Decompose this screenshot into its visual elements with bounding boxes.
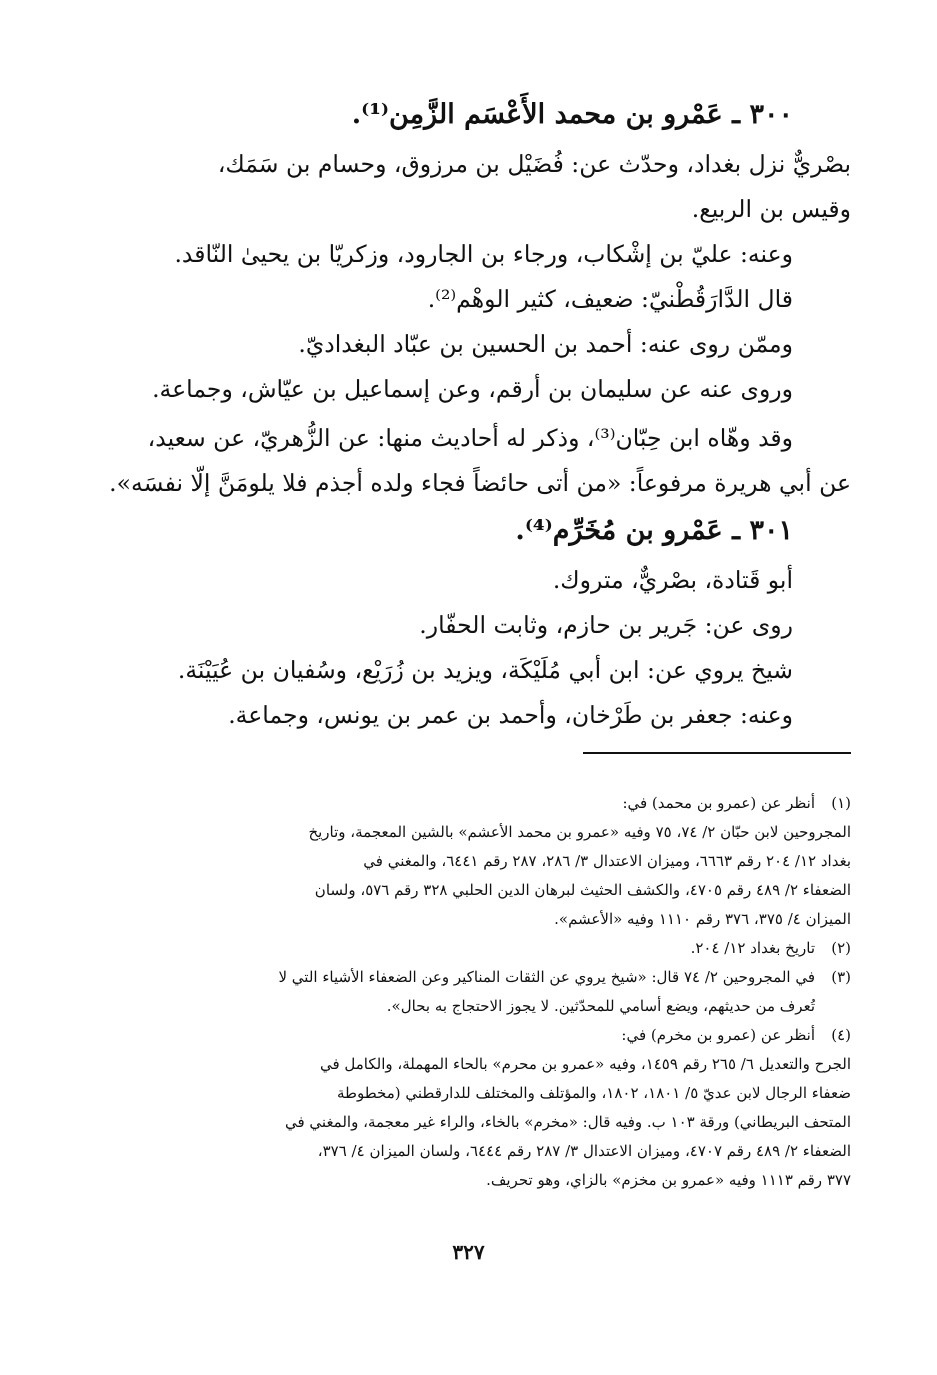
- footnote-body: [139, 818, 851, 934]
- text-line: وعنه: عليّ بن إشْكاب، ورجاء بن الجارود، وزكريّا بن يحيىٰ النّاقد.: [174, 240, 793, 268]
- footnote-head: أنظر عن (عمرو بن مخرم) في:: [621, 1026, 815, 1044]
- footnotes: [139, 789, 851, 1195]
- page-number: ٣٢٧: [452, 1240, 485, 1264]
- footnote-head: في المجروحين ٢/ ٧٤ قال: «شيخ يروي عن الثقات المناكير وعن الضعفاء الأشياء التي لا: [278, 968, 815, 986]
- footnote-divider: [583, 752, 851, 754]
- footnote-head: أنظر عن (عمرو بن محمد) في:: [622, 794, 815, 812]
- footnote-head: تاريخ بغداد ١٢/ ٢٠٤.: [690, 939, 815, 957]
- text-line: وقيس بن الربيع.: [691, 195, 851, 223]
- text-line: وقد وهّاه ابن حِبّان⁽³⁾، وذكر له أحاديث منها: عن الزُّهريّ، عن سعيد،: [147, 424, 793, 452]
- text-line: روى عن: جَرير بن حازم، وثابت الحفّار.: [419, 611, 793, 639]
- footnote-line: الضعفاء ٢/ ٤٨٩ رقم ٤٧٠٧، وميزان الاعتدال ٣/ ٢٨٧ رقم ٦٤٤٤، ولسان الميزان ٤/ ٣٧٦،: [317, 1142, 851, 1160]
- footnote-line: الجرح والتعديل ٦/ ٢٦٥ رقم ١٤٥٩، وفيه «عمرو بن محرم» بالحاء المهملة، والكامل في: [319, 1055, 851, 1073]
- footnote-line: الضعفاء ٢/ ٤٨٩ رقم ٤٧٠٥، والكشف الحثيث لبرهان الدين الحلبي ٣٢٨ رقم ٥٧٦، ولسان: [314, 881, 851, 899]
- text-line: شيخ يروي عن: ابن أبي مُلَيْكَة، ويزيد بن زُرَيْع، وسُفيان بن عُيَيْنَة.: [177, 656, 793, 684]
- footnote-line: ٣٧٧ رقم ١١١٣ وفيه «عمرو بن مخزم» بالزاي، وهو تحريف.: [486, 1171, 851, 1189]
- footnote: [139, 789, 851, 934]
- entry-title: ٣٠١ ـ عَمْرو بن مُخَرِّم⁽⁴⁾.: [515, 515, 793, 546]
- footnote-number: (٢): [831, 939, 851, 957]
- footnote-line: الميزان ٤/ ٣٧٥، ٣٧٦ رقم ١١١٠ وفيه «الأعشم».: [554, 910, 851, 928]
- text-line: أبو قَتادة، بصْريٌّ، متروك.: [552, 566, 793, 594]
- footnote-line: ضعفاء الرجال لابن عديّ ٥/ ١٨٠١، ١٨٠٢، والمؤتلف والمختلف للدارقطني (مخطوطة: [337, 1084, 851, 1102]
- text-line: وروى عنه عن سليمان بن أرقم، وعن إسماعيل بن عيّاش، وجماعة.: [152, 375, 793, 403]
- text-line: وممّن روى عنه: أحمد بن الحسين بن عبّاد البغداديّ.: [298, 330, 793, 358]
- footnote-number: (١): [831, 794, 851, 812]
- footnote-line: المتحف البريطاني) ورقة ١٠٣ ب. وفيه قال: «مخرم» بالخاء، والراء غير معجمة، والمغني في: [284, 1113, 851, 1131]
- footnote-line: المجروحين لابن حبّان ٢/ ٧٤، ٧٥ وفيه «عمرو بن محمد الأعشم» بالشين المعجمة، وتاريخ: [308, 823, 851, 841]
- text-line: بصْريٌّ نزل بغداد، وحدّث عن: فُضَيْل بن مرزوق، وحسام بن سَمَك،: [217, 150, 851, 178]
- footnote: [139, 1021, 851, 1195]
- footnote: [139, 963, 851, 1021]
- footnote-number: (٤): [831, 1026, 851, 1044]
- text-line: قال الدَّارَقُطْنيّ: ضعيف، كثير الوهْم⁽²⁾.: [427, 285, 793, 313]
- footnote-line: تُعرف من حديثهم، ويضع أسامي للمحدّثين. لا يجوز الاحتجاج به بحال».: [386, 997, 815, 1015]
- footnote-body: [139, 1050, 851, 1195]
- text-line: وعنه: جعفر بن طَرْخان، وأحمد بن عمر بن يونس، وجماعة.: [228, 701, 793, 729]
- main-text: [81, 92, 851, 738]
- text-line: عن أبي هريرة مرفوعاً: «من أتى حائضاً فجاء ولده أجذم فلا يلومَنَّ إلّا نفسَه».: [109, 469, 851, 497]
- footnote: [139, 934, 851, 963]
- footnote-number: (٣): [831, 968, 851, 986]
- footnote-line: بغداد ١٢/ ٢٠٤ رقم ٦٦٦٣، وميزان الاعتدال ٣/ ٢٨٦، ٢٨٧ رقم ٦٤٤١، والمغني في: [363, 852, 851, 870]
- entry-title: ٣٠٠ ـ عَمْرو بن محمد الأَعْسَم الزَّمِن⁽¹⁾.: [351, 99, 793, 130]
- footnote-body: [139, 992, 851, 1021]
